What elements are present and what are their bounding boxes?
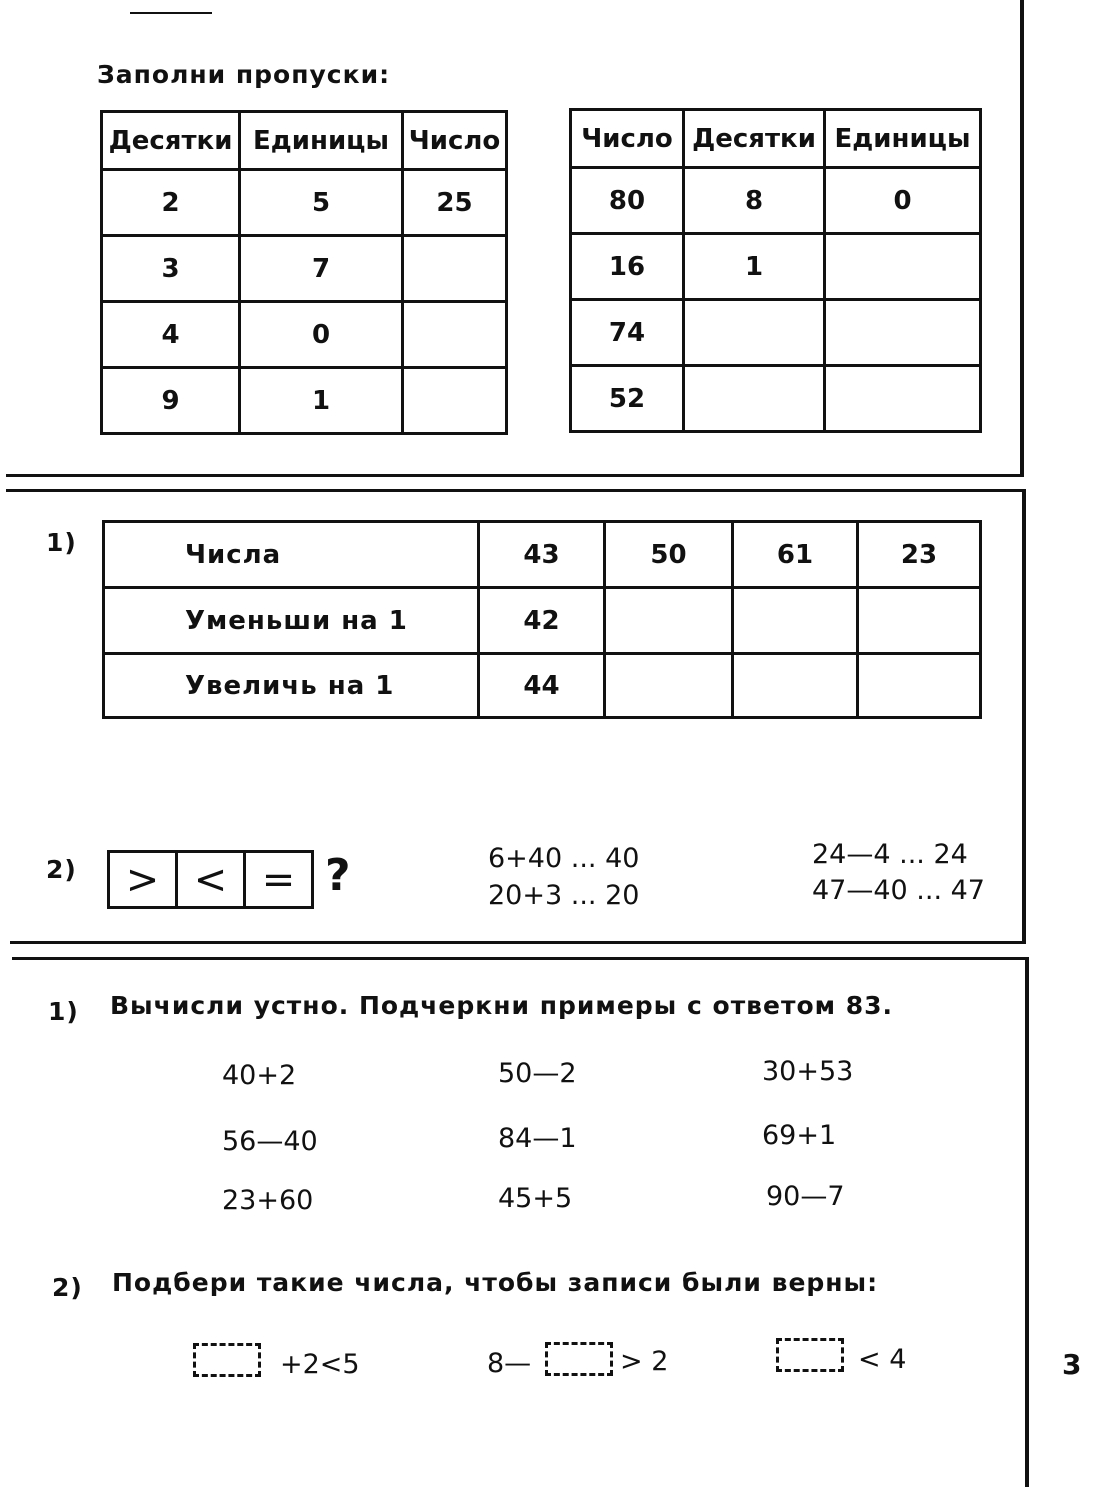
fill-gaps-instruction: Заполни пропуски: (97, 60, 391, 89)
answer-cell[interactable] (825, 300, 981, 366)
example[interactable]: 84—1 (498, 1123, 577, 1154)
inequality-part: > 2 (620, 1346, 669, 1377)
task-number: 2) (52, 1273, 83, 1302)
answer-cell[interactable] (825, 234, 981, 300)
cell: 80 (571, 168, 684, 234)
cell: 50 (605, 522, 733, 588)
cell: 25 (403, 170, 507, 236)
example[interactable]: 23+60 (222, 1185, 314, 1216)
greater-than-sign: > (110, 853, 178, 906)
cell: 43 (479, 522, 605, 588)
cell: 1 (684, 234, 825, 300)
example[interactable]: 45+5 (498, 1183, 573, 1214)
comparison-expression[interactable]: 47—40 ... 47 (812, 875, 985, 906)
less-than-sign: < (178, 853, 246, 906)
example[interactable]: 90—7 (766, 1181, 845, 1212)
answer-cell[interactable] (858, 654, 981, 718)
header-units: Единицы (240, 112, 403, 170)
divider-1-upper (6, 474, 1024, 477)
blank-box[interactable] (776, 1338, 844, 1372)
cell: 16 (571, 234, 684, 300)
mental-math-instruction: Вычисли устно. Подчеркни примеры с ответом 83. (110, 991, 894, 1020)
comparison-expression[interactable]: 20+3 ... 20 (488, 880, 640, 911)
answer-cell[interactable] (605, 654, 733, 718)
frame-right-top (1020, 0, 1024, 476)
cell: 52 (571, 366, 684, 432)
blank-box[interactable] (193, 1343, 261, 1377)
inequality-part: +2<5 (280, 1349, 360, 1380)
tens-units-table-right (569, 108, 982, 433)
row-label: Уменьши на 1 (104, 588, 479, 654)
example[interactable]: 56—40 (222, 1126, 318, 1157)
task-number: 1) (46, 528, 77, 557)
header-number: Число (571, 110, 684, 168)
cell: 7 (240, 236, 403, 302)
divider-2-lower (12, 957, 1028, 960)
answer-cell[interactable] (403, 236, 507, 302)
example[interactable]: 50—2 (498, 1058, 577, 1089)
answer-cell[interactable] (858, 588, 981, 654)
equals-sign: = (261, 856, 296, 903)
cell: 0 (240, 302, 403, 368)
cell: 2 (102, 170, 240, 236)
divider-2-upper (10, 941, 1026, 944)
top-mark (130, 12, 212, 14)
cell: 8 (684, 168, 825, 234)
cell: 3 (102, 236, 240, 302)
tens-units-table-left (100, 110, 508, 435)
answer-cell[interactable] (684, 366, 825, 432)
inequality-part: < 4 (858, 1344, 907, 1375)
frame-right-bottom (1025, 957, 1029, 1487)
header-number: Число (403, 112, 507, 170)
answer-cell[interactable] (684, 300, 825, 366)
example[interactable]: 30+53 (762, 1056, 854, 1087)
header-tens: Десятки (684, 110, 825, 168)
decrease-increase-table (102, 520, 982, 719)
comparison-expression[interactable]: 6+40 ... 40 (488, 843, 640, 874)
example[interactable]: 40+2 (222, 1060, 297, 1091)
cell: 74 (571, 300, 684, 366)
frame-right-middle (1022, 489, 1026, 944)
inequality-part: 8— (487, 1348, 532, 1379)
example[interactable]: 69+1 (762, 1120, 837, 1151)
choose-numbers-instruction: Подбери такие числа, чтобы записи были верны: (112, 1268, 879, 1297)
cell: 4 (102, 302, 240, 368)
answer-cell[interactable] (733, 588, 858, 654)
comparison-expression[interactable]: 24—4 ... 24 (812, 839, 968, 870)
cell: 61 (733, 522, 858, 588)
task-number: 1) (48, 997, 79, 1026)
answer-cell[interactable] (733, 654, 858, 718)
comparison-signs (107, 850, 314, 909)
answer-cell[interactable] (403, 368, 507, 434)
answer-cell[interactable] (403, 302, 507, 368)
cell: 5 (240, 170, 403, 236)
cell: 23 (858, 522, 981, 588)
cell: 44 (479, 654, 605, 718)
answer-cell[interactable] (825, 366, 981, 432)
task-number: 2) (46, 855, 77, 884)
header-tens: Десятки (102, 112, 240, 170)
cell: 9 (102, 368, 240, 434)
page-number: 3 (1062, 1348, 1083, 1381)
question-mark: ? (325, 850, 351, 901)
row-label: Увеличь на 1 (104, 654, 479, 718)
blank-box[interactable] (545, 1342, 613, 1376)
divider-1-lower (6, 489, 1026, 492)
cell: 42 (479, 588, 605, 654)
cell: 0 (825, 168, 981, 234)
row-label: Числа (104, 522, 479, 588)
cell: 1 (240, 368, 403, 434)
header-units: Единицы (825, 110, 981, 168)
answer-cell[interactable] (605, 588, 733, 654)
